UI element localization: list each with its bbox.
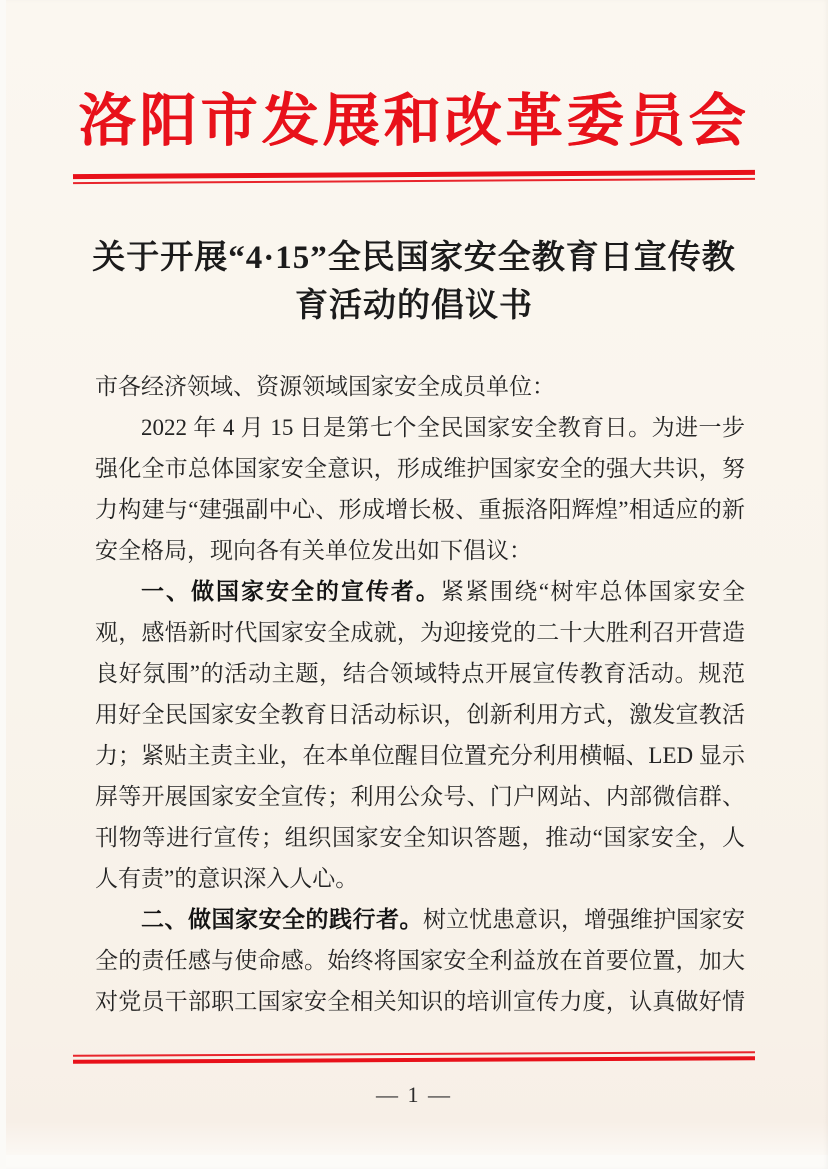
- agency-name: 洛阳市发展和改革委员会: [78, 90, 750, 153]
- document-title: 关于开展“4·15”全民国家安全教育日宣传教育活动的倡议书: [92, 240, 736, 325]
- paragraph-item-2: [95, 899, 745, 1022]
- document-body: [95, 366, 745, 1022]
- header-rule: [73, 170, 755, 184]
- paragraph-item-1: [95, 571, 745, 899]
- footer-rule: [73, 1051, 755, 1064]
- salutation: 市各经济领域、资源领域国家安全成员单位：: [95, 374, 555, 400]
- paragraph-intro-text: 2022 年 4 月 15 日是第七个全民国家安全教育日。为进一步强化全市总体国家安全意识，形成维护国家安全的强大共识，努力构建与“建强副中心、形成增长极、重振洛阳辉煌”相适应的新安全格局，现向各有关单位发出如下倡议：: [95, 415, 745, 564]
- paragraph-intro: [95, 407, 745, 571]
- letterhead: [0, 0, 828, 182]
- paragraph-item-1-text: 紧紧围绕“树牢总体国家安全观，感悟新时代国家安全成就，为迎接党的二十大胜利召开营造良好氛围”的活动主题，结合领域特点开展宣传教育活动。规范用好全民国家安全教育日活动标识，创新利用方式，激发宣教活力；紧贴主责主业，在本单位醒目位置充分利用横幅、LED 显示屏等开展国家安全宣传；利用公众号、门户网站、内部微信群、刊物等进行宣传；组织国家安全知识答题，推动“国家安全，人人有责”的意识深入人心。: [95, 579, 745, 892]
- page-number: — 1 —: [376, 1082, 452, 1107]
- paragraph-item-1-lead: 一、做国家安全的宣传者。: [141, 579, 441, 605]
- paragraph-item-2-text: 树立忧患意识，增强维护国家安全的责任感与使命感。始终将国家安全利益放在首要位置，加大对党员干部职工国家安全相关知识的培训宣传力度，认真做好情: [95, 907, 745, 1015]
- paragraph-item-2-lead: 二、做国家安全的践行者。: [141, 907, 423, 933]
